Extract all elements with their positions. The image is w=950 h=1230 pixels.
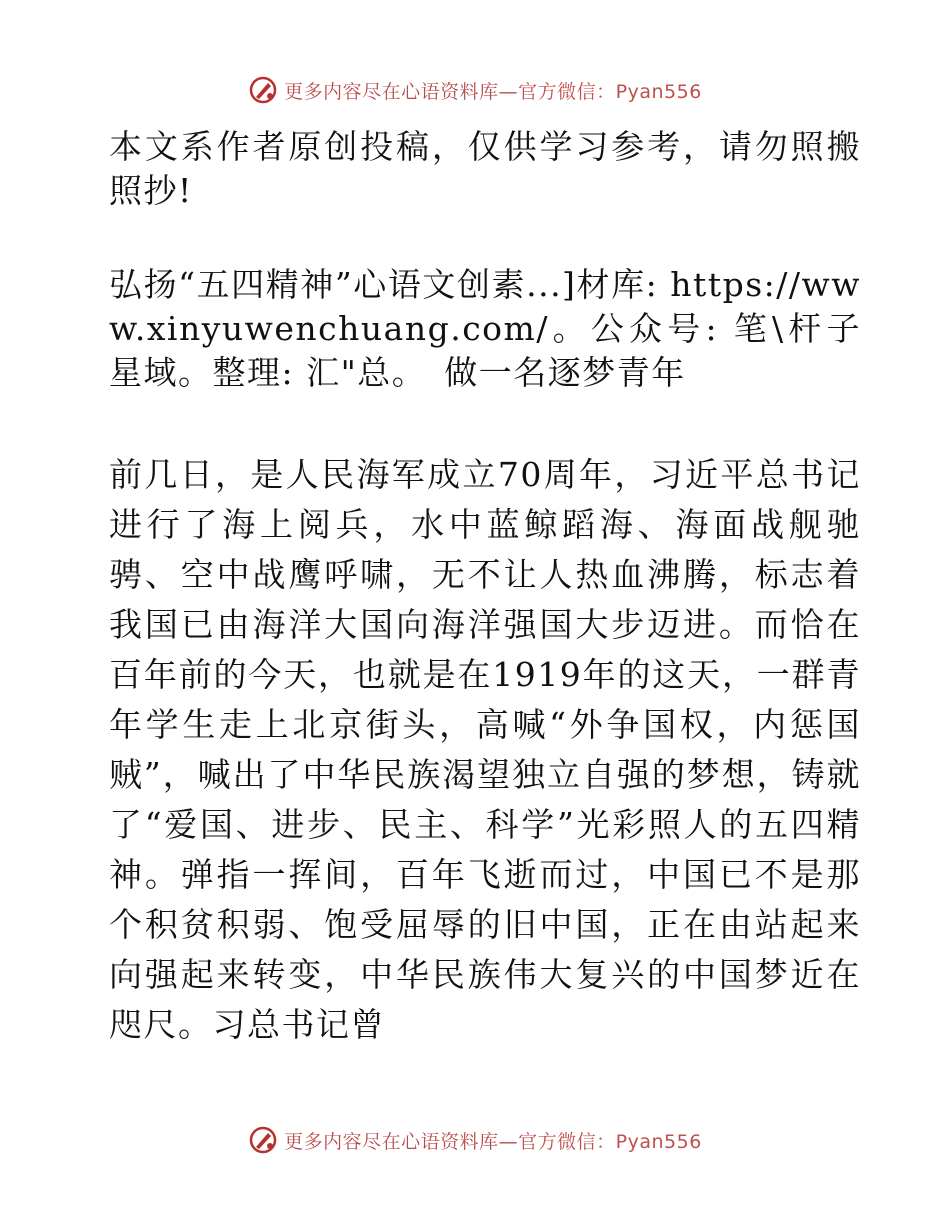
footer-banner	[0, 1120, 950, 1160]
banner-contact: 官方微信：Pyan556	[518, 80, 702, 103]
banner-separator: —	[498, 1130, 519, 1153]
body-paragraph: 前几日，是人民海军成立70周年，习近平总书记进行了海上阅兵，水中蓝鲸蹈海、海面战舰驰骋、空中战鹰呼啸，无不让人热血沸腾，标志着我国已由海洋大国向海洋强国大步迈进。而恰在百年前的今天，也就是在1919年的这天，一群青年学生走上北京街头，高喊“外争国权，内惩国贼”，喊出了中华民族渴望独立自强的梦想，铸就了“爱国、进步、民主、科学”光彩照人的五四精神。弹指一挥间，百年飞逝而过，中国已不是那个积贫积弱、饱受屈辱的旧中国，正在由站起来向强起来转变，中华民族伟大复兴的中国梦近在咫尺。习总书记曾	[109, 455, 861, 1044]
banner-separator: —	[498, 80, 519, 103]
pen-circle-logo-icon	[248, 1125, 278, 1155]
pen-circle-logo-icon	[248, 75, 278, 105]
source-paragraph: 弘扬“五四精神”心语文创素...]材库: https://www.xinyuwenchuang.com/。公众号: 笔\杆子星域。整理: 汇"总。 做一名逐梦青年	[109, 265, 861, 392]
banner-slogan: 更多内容尽在心语资料库	[284, 1130, 499, 1153]
banner-slogan: 更多内容尽在心语资料库	[284, 80, 499, 103]
banner-text	[284, 77, 702, 104]
header-banner	[0, 70, 950, 110]
banner-contact: 官方微信：Pyan556	[518, 1130, 702, 1153]
banner-text	[284, 1127, 702, 1154]
notice-paragraph: 本文系作者原创投稿，仅供学习参考，请勿照搬照抄!	[109, 127, 861, 210]
